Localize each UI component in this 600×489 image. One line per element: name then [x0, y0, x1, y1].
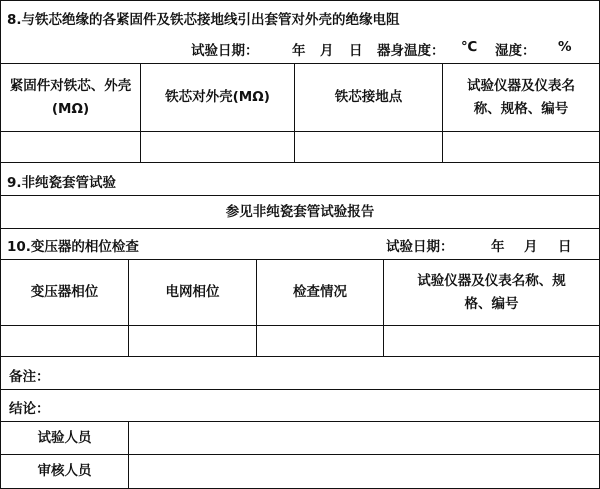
- instrument-value[interactable]: [383, 326, 599, 356]
- percent-unit: %: [558, 39, 572, 55]
- section10-table-header: [1, 260, 599, 326]
- month-label: 月: [524, 239, 538, 255]
- section8-header: [1, 1, 599, 64]
- celsius-unit: ℃: [461, 39, 478, 55]
- reviewer-field[interactable]: [128, 455, 599, 488]
- tester-row: [1, 422, 599, 455]
- remarks-row: [1, 357, 599, 390]
- section10-title: 10.变压器的相位检查: [7, 239, 139, 255]
- tester-label: 试验人员: [37, 429, 92, 446]
- section10-date-label: 试验日期：: [386, 239, 454, 255]
- section9-header: [1, 163, 599, 196]
- remarks-label: 备注：: [9, 369, 50, 385]
- header-fastener-insulation: 紧固件对铁芯、外壳(MΩ): [9, 77, 132, 117]
- section10-header: [1, 229, 599, 260]
- humidity-label: 湿度：: [495, 43, 536, 59]
- year-label: 年: [292, 43, 306, 59]
- transformer-phase-value[interactable]: [1, 326, 128, 356]
- header-instrument: 试验仪器及仪表名称、规格、编号: [442, 64, 599, 131]
- month-label: 月: [320, 43, 334, 59]
- conclusion-label: 结论：: [9, 401, 50, 417]
- day-label: 日: [349, 43, 363, 59]
- grid-phase-value[interactable]: [128, 326, 256, 356]
- conclusion-row: [1, 390, 599, 422]
- table-row: [1, 132, 599, 163]
- section8-table-header: [1, 64, 599, 132]
- year-label: 年: [491, 239, 505, 255]
- check-result-value[interactable]: [256, 326, 383, 356]
- header-transformer-phase: 变压器相位: [30, 284, 99, 301]
- section9-title: 9.非纯瓷套管试验: [7, 175, 117, 191]
- header-instrument: 试验仪器及仪表名称、规格、编号: [383, 260, 599, 325]
- instrument-value[interactable]: [442, 132, 599, 162]
- section8-date-label: 试验日期：: [191, 43, 259, 59]
- section9-note: 参见非纯瓷套管试验报告: [225, 203, 375, 220]
- table-row: [1, 326, 599, 357]
- section9-note-row: [1, 196, 599, 229]
- header-core-insulation: 铁芯对外壳(MΩ): [140, 64, 294, 131]
- fastener-insulation-value[interactable]: [1, 132, 140, 162]
- header-core-ground-point: 铁芯接地点: [294, 64, 442, 131]
- core-ground-point-value[interactable]: [294, 132, 442, 162]
- reviewer-label: 审核人员: [37, 463, 92, 480]
- body-temp-label: 器身温度：: [377, 43, 445, 59]
- tester-field[interactable]: [128, 422, 599, 454]
- day-label: 日: [558, 239, 572, 255]
- header-check-result: 检查情况: [256, 260, 383, 325]
- reviewer-row: [1, 455, 599, 488]
- core-insulation-value[interactable]: [140, 132, 294, 162]
- section8-title: 8.与铁芯绝缘的各紧固件及铁芯接地线引出套管对外壳的绝缘电阻: [7, 12, 400, 28]
- header-grid-phase: 电网相位: [128, 260, 256, 325]
